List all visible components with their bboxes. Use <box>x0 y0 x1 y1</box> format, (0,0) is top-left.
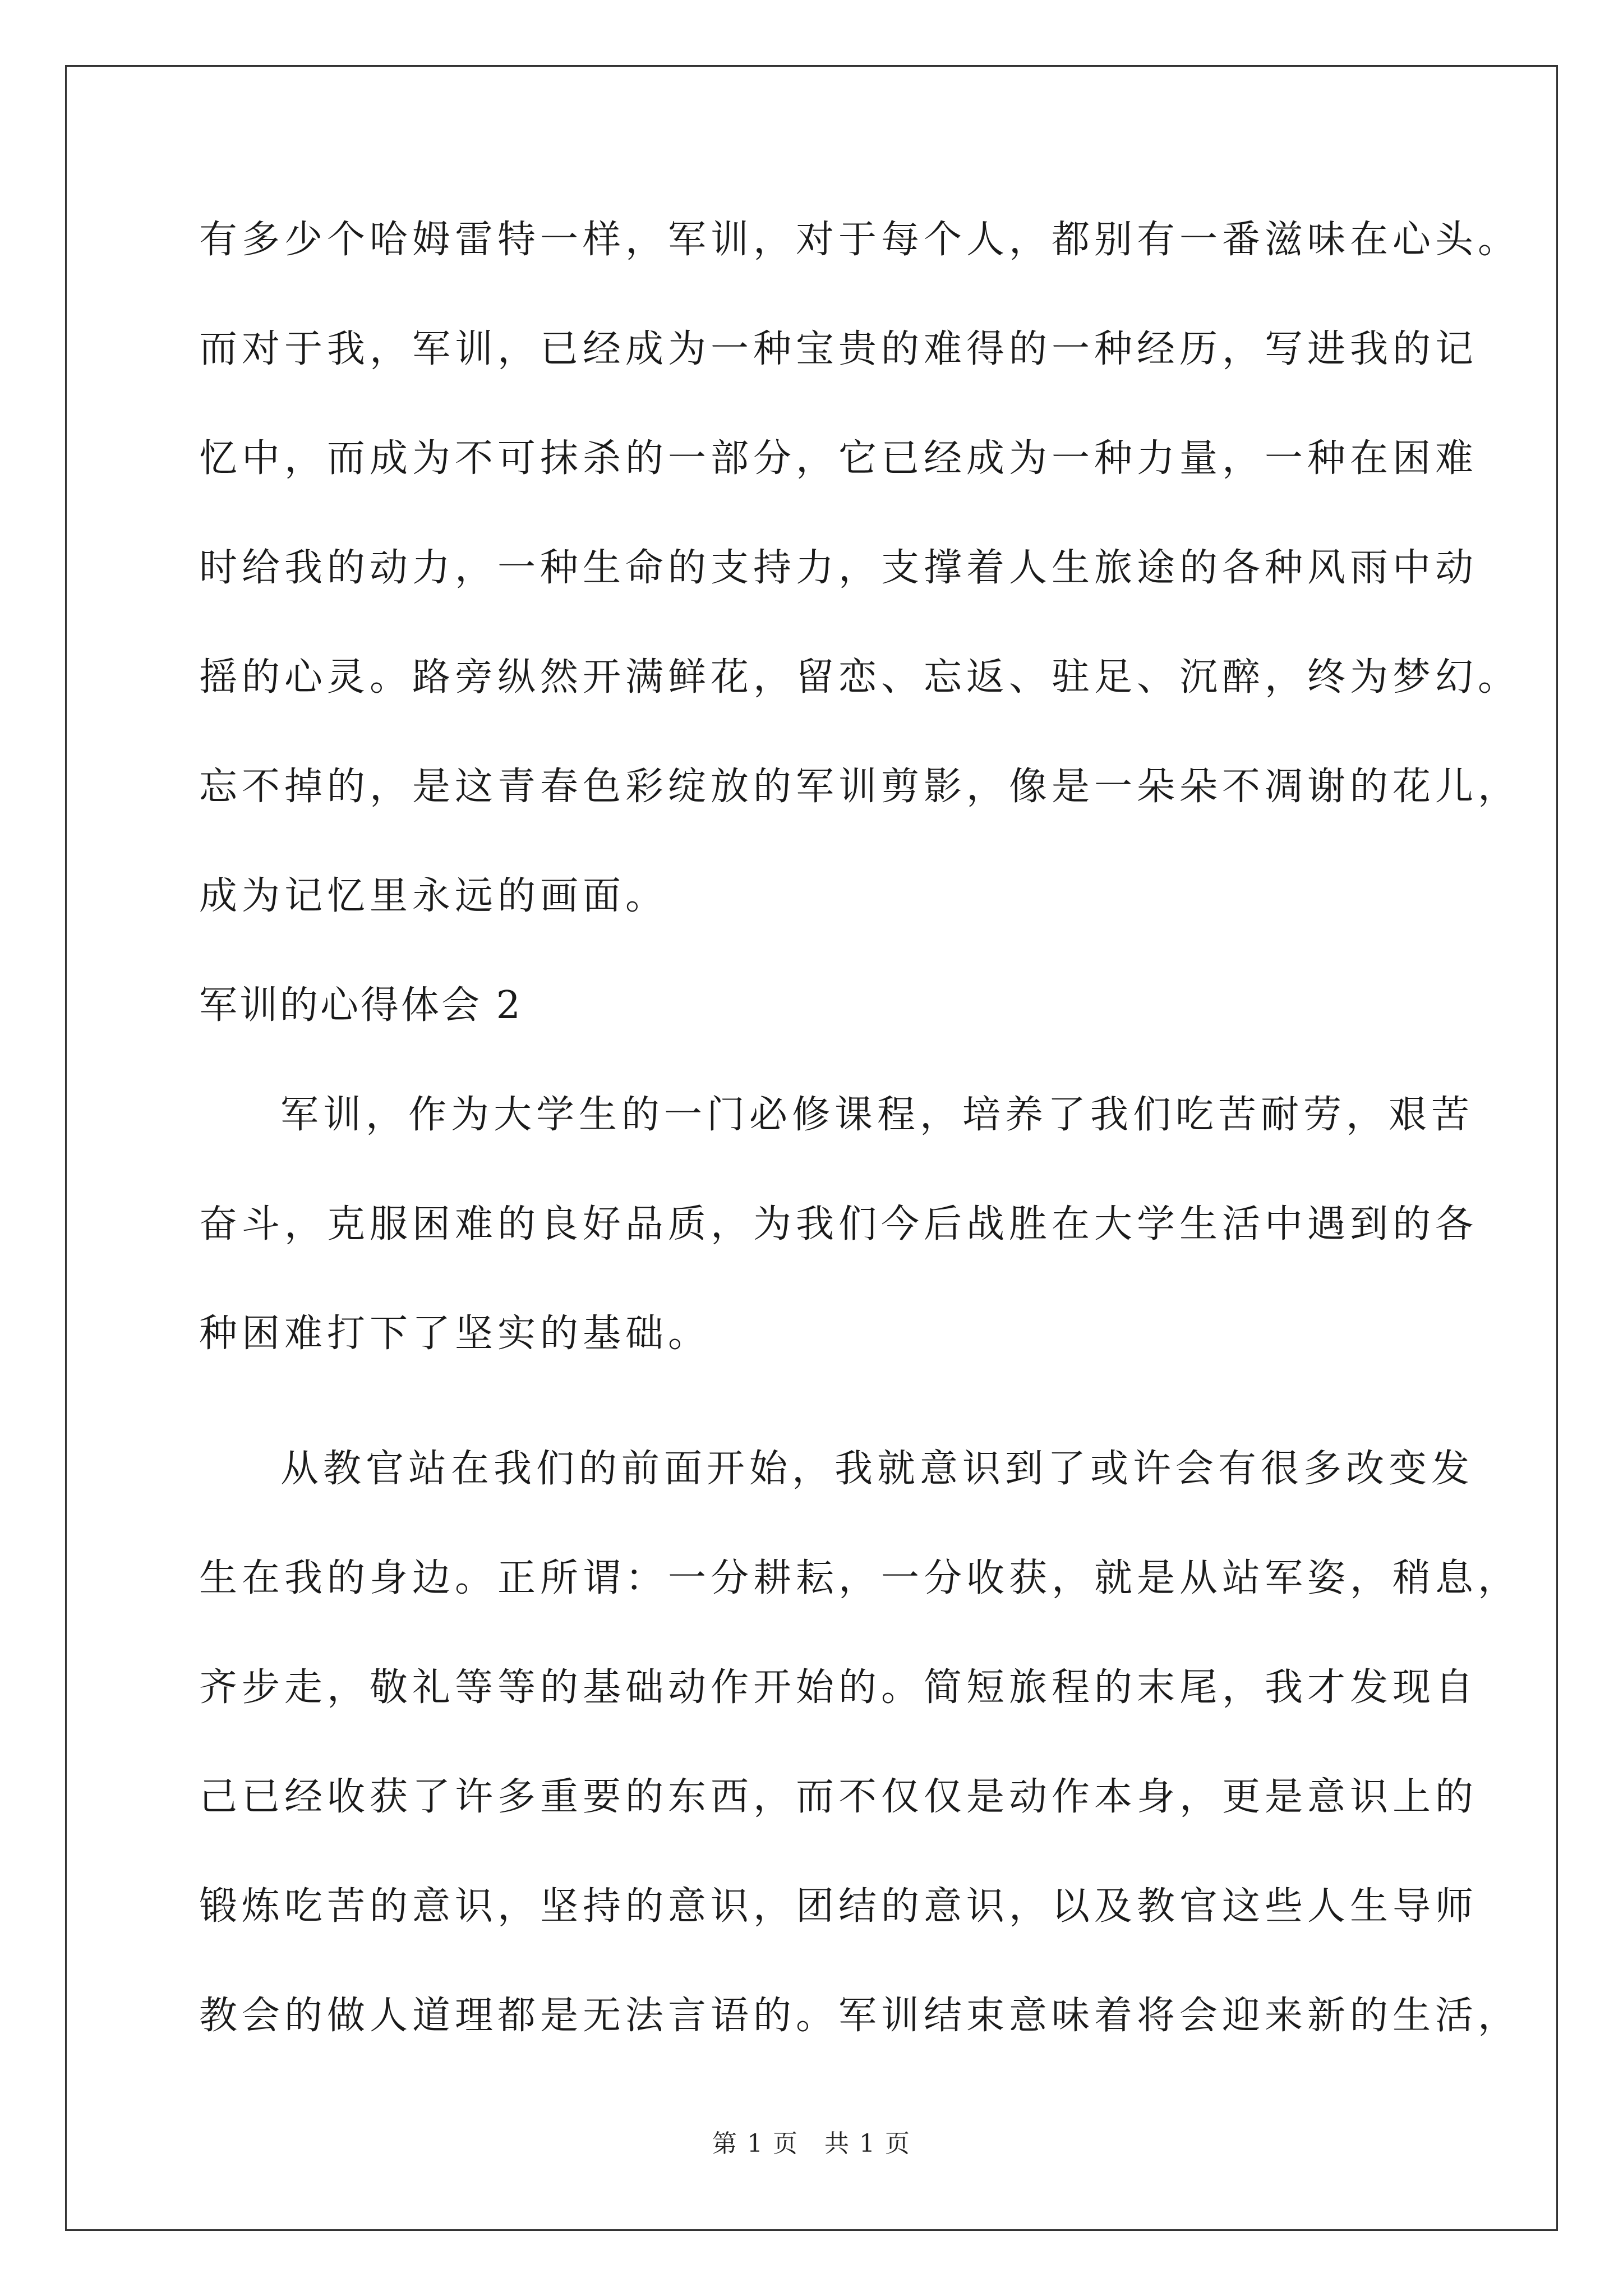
text-line: 锻炼吃苦的意识，坚持的意识，团结的意识，以及教官这些人生导师 <box>199 1884 1478 1929</box>
text-line: 成为记忆里永远的画面。 <box>199 874 668 918</box>
text-line: 生在我的身边。正所谓：一分耕耘，一分收获，就是从站军姿，稍息， <box>199 1556 1521 1600</box>
text-line: 种困难打下了坚实的基础。 <box>199 1312 711 1356</box>
text-line: 军训，作为大学生的一门必修课程，培养了我们吃苦耐劳，艰苦 <box>280 1093 1474 1137</box>
text-line: 教会的做人道理都是无法言语的。军训结束意味着将会迎来新的生活， <box>199 1994 1521 2038</box>
text-line: 从教官站在我们的前面开始，我就意识到了或许会有很多改变发 <box>280 1447 1474 1491</box>
text-line: 而对于我，军训，已经成为一种宝贵的难得的一种经历，写进我的记 <box>199 327 1478 371</box>
text-line: 忘不掉的，是这青春色彩绽放的军训剪影，像是一朵朵不凋谢的花儿， <box>199 765 1521 809</box>
paragraph-gap <box>199 1388 1422 1414</box>
document-body <box>199 185 1521 2070</box>
text-line: 摇的心灵。路旁纵然开满鲜花，留恋、忘返、驻足、沉醉，终为梦幻。 <box>199 655 1521 700</box>
text-line: 忆中，而成为不可抹杀的一部分，它已经成为一种力量，一种在困难 <box>199 436 1478 481</box>
text-line: 时给我的动力，一种生命的支持力，支撑着人生旅途的各种风雨中动 <box>199 546 1478 590</box>
section-heading: 军训的心得体会 2 <box>199 983 523 1028</box>
text-line: 奋斗，克服困难的良好品质，为我们今后战胜在大学生活中遇到的各 <box>199 1202 1478 1246</box>
page-footer: 第 1 页 共 1 页 <box>712 2129 911 2158</box>
text-line: 有多少个哈姆雷特一样，军训，对于每个人，都别有一番滋味在心头。 <box>199 218 1521 262</box>
text-line: 己已经收获了许多重要的东西，而不仅仅是动作本身，更是意识上的 <box>199 1775 1478 1819</box>
text-line: 齐步走，敬礼等等的基础动作开始的。简短旅程的末尾，我才发现自 <box>199 1665 1478 1710</box>
